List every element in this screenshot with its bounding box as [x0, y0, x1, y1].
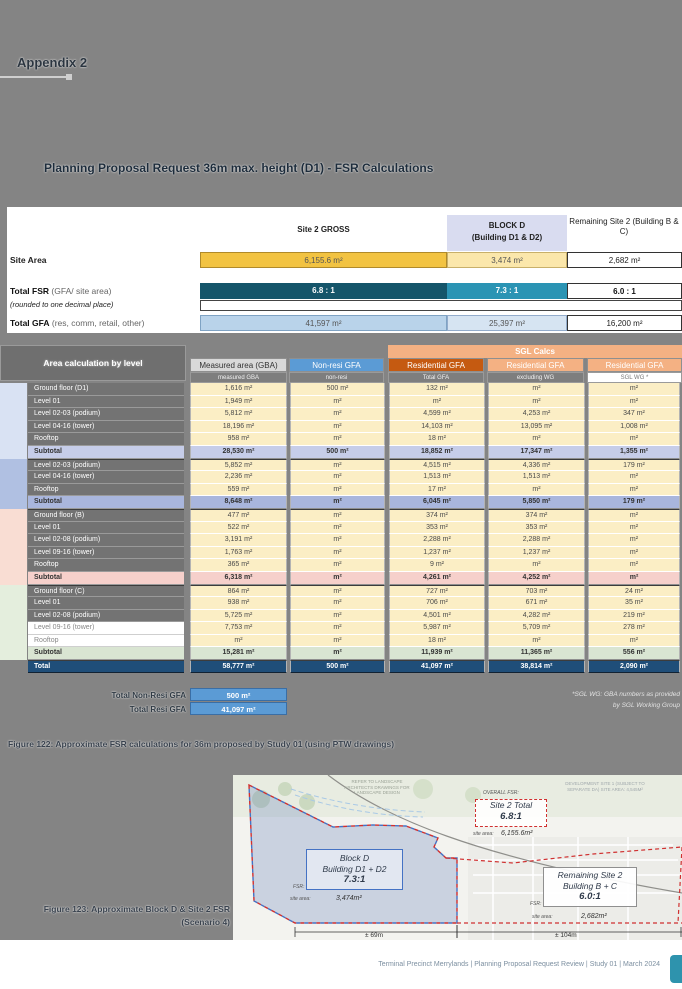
remaining-line2: Building B + C	[562, 880, 618, 891]
table-row	[0, 522, 682, 535]
row-label: Level 04-16 (tower)	[28, 471, 184, 484]
page-title: Planning Proposal Request 36m max. height (D1) - FSR Calculations	[44, 161, 434, 175]
table-cell: 38,814 m²	[488, 660, 585, 673]
building-color-band	[0, 383, 27, 396]
summary-col2-header	[447, 215, 567, 251]
table-cell: 2,236 m²	[190, 471, 287, 484]
row-label: Subtotal	[28, 496, 184, 509]
col-header-residential-gfa-2: Residential GFA	[487, 358, 584, 372]
building-color-band	[0, 610, 27, 623]
row-label: Level 09-16 (tower)	[28, 547, 184, 560]
table-row	[0, 396, 682, 409]
row-label: Rooftop	[28, 484, 184, 497]
table-cell: 1,616 m²	[190, 383, 287, 396]
detail-table-corner-header: Area calculation by level	[0, 345, 186, 381]
table-cell: m²	[588, 547, 680, 560]
fsr-blockd: 7.3 : 1	[447, 283, 567, 299]
building-color-band	[0, 509, 27, 522]
block-d-line2: Building D1 + D2	[322, 863, 387, 874]
table-cell: m²	[588, 522, 680, 535]
building-color-band	[0, 622, 27, 635]
building-color-band	[0, 471, 27, 484]
table-row	[0, 383, 682, 396]
gfa-remaining: 16,200 m²	[567, 315, 682, 331]
total-fsr-label-note: (GFA/ site area)	[49, 286, 112, 296]
table-cell: 18,196 m²	[190, 421, 287, 434]
building-color-band	[0, 559, 27, 572]
site-area-blockd: 3,474 m²	[447, 252, 567, 268]
table-row	[0, 585, 682, 598]
totals-below-labels	[40, 689, 186, 717]
building-color-band	[0, 396, 27, 409]
table-row	[0, 635, 682, 648]
table-cell: 4,282 m²	[488, 610, 585, 623]
table-cell: 179 m²	[588, 496, 680, 509]
table-cell: 374 m²	[389, 509, 485, 522]
block-d-box	[306, 849, 403, 890]
row-label: Subtotal	[28, 572, 184, 585]
site-plan-drawing	[233, 775, 682, 940]
table-cell: 2,090 m²	[588, 660, 680, 673]
table-row	[0, 597, 682, 610]
table-cell: 1,237 m²	[488, 547, 585, 560]
table-row	[0, 433, 682, 446]
table-cell: 4,599 m²	[389, 408, 485, 421]
total-fsr-sublabel: (rounded to one decimal place)	[10, 300, 114, 309]
table-cell: 1,763 m²	[190, 547, 287, 560]
table-cell: 278 m²	[588, 622, 680, 635]
total-nonresi-gfa-value: 500 m²	[190, 688, 287, 701]
table-cell: 353 m²	[389, 522, 485, 535]
gfa-gross: 41,597 m²	[200, 315, 447, 331]
building-color-band	[0, 522, 27, 535]
table-cell: 2,288 m²	[488, 534, 585, 547]
table-row	[0, 534, 682, 547]
fsr-gross: 6.8 : 1	[200, 283, 447, 299]
table-cell: 219 m²	[588, 610, 680, 623]
table-cell: 4,501 m²	[389, 610, 485, 623]
table-cell: 11,939 m²	[389, 647, 485, 660]
total-nonresi-gfa-label: Total Non-Resi GFA	[111, 691, 186, 700]
summary-col2-line1: BLOCK D	[488, 221, 526, 230]
table-row	[0, 471, 682, 484]
table-cell: m²	[488, 635, 585, 648]
table-cell: 500 m²	[290, 383, 385, 396]
table-cell: m²	[588, 635, 680, 648]
row-label: Rooftop	[28, 433, 184, 446]
table-cell: m²	[290, 484, 385, 497]
building-color-band	[0, 547, 27, 560]
block-d-area-value: 3,474m²	[336, 895, 362, 902]
row-label: Level 02-08 (podium)	[28, 610, 184, 623]
table-cell: 58,777 m²	[190, 660, 287, 673]
remaining-site2-box	[543, 867, 637, 907]
site2-total-title: Site 2 Total	[489, 800, 533, 810]
table-cell: 28,530 m²	[190, 446, 287, 459]
table-figure-caption: Figure 122: Approximate FSR calculations for 36m proposed by Study 01 (using PTW drawings)	[8, 739, 395, 749]
page-number-badge	[670, 955, 682, 983]
table-cell: 5,987 m²	[389, 622, 485, 635]
building-color-band	[0, 647, 27, 660]
col-header-nonresi-gfa: Non-resi GFA	[289, 358, 384, 372]
appendix-underline-end	[66, 74, 72, 80]
table-cell: 347 m²	[588, 408, 680, 421]
gfa-blockd: 25,397 m²	[447, 315, 567, 331]
building-color-band	[0, 597, 27, 610]
table-row	[0, 421, 682, 434]
table-cell: 2,288 m²	[389, 534, 485, 547]
table-cell: m²	[488, 383, 585, 396]
table-cell: m²	[290, 433, 385, 446]
building-color-band	[0, 459, 27, 472]
sub-header-nonresi: non-resi	[289, 372, 384, 383]
landscape-note: REFER TO LANDSCAPE ARCHITECTS DRAWINGS FOR LANDSCAPE DESIGN	[344, 779, 410, 795]
table-cell: 11,365 m²	[488, 647, 585, 660]
sgl-footnote-line2: by SGL Working Group	[612, 702, 680, 709]
row-label: Ground floor (D1)	[28, 383, 184, 396]
table-cell: 18,852 m²	[389, 446, 485, 459]
building-color-band	[0, 433, 27, 446]
table-cell: 17,347 m²	[488, 446, 585, 459]
fsr-empty-strip	[200, 300, 682, 311]
block-d-area-label: site area:	[290, 896, 311, 902]
row-label: Level 09-16 (tower)	[28, 622, 184, 635]
remaining-area-value: 2,682m²	[581, 913, 607, 920]
table-cell: 522 m²	[190, 522, 287, 535]
summary-col2-line2: (Building D1 & D2)	[471, 233, 543, 242]
table-cell: m²	[588, 534, 680, 547]
total-gfa-label-note: (res, comm, retail, other)	[49, 318, 145, 328]
building-color-band	[0, 572, 27, 585]
subtotal-row	[0, 647, 682, 660]
table-cell: 500 m²	[290, 446, 385, 459]
col-header-measured-gba: Measured area (GBA)	[190, 358, 287, 372]
summary-table	[7, 207, 682, 333]
table-cell: m²	[290, 396, 385, 409]
sgl-calcs-span-header: SGL Calcs	[388, 345, 682, 358]
site2-area-label: site area:	[473, 831, 494, 837]
totals-below-values	[190, 688, 287, 716]
footer-text: Terminal Precinct Merrylands | Planning Proposal Request Review | Study 01 | March 2024	[378, 961, 660, 968]
sgl-footnote	[540, 689, 680, 711]
table-cell: 727 m²	[389, 585, 485, 598]
detail-table-rows	[0, 383, 682, 673]
table-cell: m²	[290, 622, 385, 635]
row-label: Level 04-16 (tower)	[28, 421, 184, 434]
site2-area-value: 6,155.6m²	[501, 830, 533, 837]
row-label: Ground floor (B)	[28, 509, 184, 522]
building-color-band	[0, 635, 27, 648]
sgl-footnote-line1: *SGL WG: GBA numbers as provided	[571, 691, 680, 698]
building-color-band	[0, 585, 27, 598]
table-row	[0, 509, 682, 522]
table-cell: 1,355 m²	[588, 446, 680, 459]
development-site1-note: DEVELOPMENT SITE 1 (SUBJECT TO SEPARATE DA) SITE AREA: 4,545M²	[565, 781, 645, 792]
table-cell: 9 m²	[389, 559, 485, 572]
table-cell: 706 m²	[389, 597, 485, 610]
table-cell: m²	[290, 408, 385, 421]
table-cell: 15,281 m²	[190, 647, 287, 660]
table-cell: 4,336 m²	[488, 459, 585, 472]
table-cell: m²	[290, 585, 385, 598]
summary-col1-header: Site 2 GROSS	[297, 225, 350, 234]
sub-header-measured: measured GBA	[190, 372, 287, 383]
total-gfa-label	[10, 318, 144, 328]
total-resi-gfa-value: 41,097 m²	[190, 702, 287, 715]
block-d-fsr-label: FSR:	[293, 884, 305, 890]
table-cell: m²	[290, 572, 385, 585]
block-d-line1: Block D	[339, 853, 370, 863]
table-cell: m²	[290, 509, 385, 522]
table-cell: m²	[588, 383, 680, 396]
table-cell: 353 m²	[488, 522, 585, 535]
site-area-label: Site Area	[10, 255, 47, 265]
table-cell: 671 m²	[488, 597, 585, 610]
row-label: Rooftop	[28, 559, 184, 572]
row-label: Level 02-03 (podium)	[28, 459, 184, 472]
site-plan-map	[233, 775, 682, 940]
table-row	[0, 459, 682, 472]
row-label: Level 02-03 (podium)	[28, 408, 184, 421]
remaining-fsr-label: FSR:	[530, 901, 542, 907]
table-cell: 4,261 m²	[389, 572, 485, 585]
table-cell: 132 m²	[389, 383, 485, 396]
row-label: Level 02-08 (podium)	[28, 534, 184, 547]
table-cell: m²	[290, 647, 385, 660]
building-color-band	[0, 421, 27, 434]
table-row	[0, 547, 682, 560]
site2-total-fsr: 6.8:1	[500, 810, 522, 822]
sub-header-excl-wg: excluding WG	[487, 372, 584, 383]
subtotal-row	[0, 496, 682, 509]
appendix-label: Appendix 2	[17, 55, 88, 70]
table-row	[0, 559, 682, 572]
table-cell: 556 m²	[588, 647, 680, 660]
table-cell: m²	[488, 484, 585, 497]
table-cell: 17 m²	[389, 484, 485, 497]
table-cell: 559 m²	[190, 484, 287, 497]
total-gfa-label-main: Total GFA	[10, 318, 50, 328]
table-cell: m²	[290, 459, 385, 472]
table-cell: 35 m²	[588, 597, 680, 610]
block-d-fsr: 7.3:1	[343, 874, 366, 885]
map-caption-line2: (Scenario 4)	[181, 917, 230, 927]
site-area-remaining: 2,682 m²	[567, 252, 682, 268]
building-color-band	[0, 484, 27, 497]
table-cell: m²	[588, 396, 680, 409]
col-header-residential-gfa-1: Residential GFA	[388, 358, 484, 372]
fsr-remaining: 6.0 : 1	[567, 283, 682, 299]
table-cell: 1,513 m²	[488, 471, 585, 484]
table-cell: 41,097 m²	[389, 660, 485, 673]
map-caption-line1: Figure 123: Approximate Block D & Site 2 FSR	[43, 904, 230, 914]
table-cell: m²	[488, 559, 585, 572]
table-cell: 5,812 m²	[190, 408, 287, 421]
table-cell: 179 m²	[588, 459, 680, 472]
col-header-residential-gfa-3: Residential GFA	[587, 358, 682, 372]
site2-total-box	[475, 799, 547, 827]
table-cell: m²	[290, 421, 385, 434]
table-cell: 24 m²	[588, 585, 680, 598]
total-fsr-label-main: Total FSR	[10, 286, 50, 296]
overall-fsr-label: OVERALL FSR:	[483, 790, 519, 796]
table-cell: m²	[290, 522, 385, 535]
building-color-band	[0, 408, 27, 421]
table-cell: m²	[290, 496, 385, 509]
dimension-104m: ± 104m	[555, 932, 577, 939]
row-label: Level 01	[28, 396, 184, 409]
table-cell: m²	[588, 471, 680, 484]
building-color-band	[0, 534, 27, 547]
appendix-underline	[0, 76, 68, 78]
table-cell: 500 m²	[290, 660, 385, 673]
table-cell: 4,253 m²	[488, 408, 585, 421]
table-cell: 13,095 m²	[488, 421, 585, 434]
table-cell: 5,852 m²	[190, 459, 287, 472]
table-cell: 1,513 m²	[389, 471, 485, 484]
row-label: Ground floor (C)	[28, 585, 184, 598]
dimension-69m: ± 69m	[365, 932, 384, 939]
table-cell: 8,648 m²	[190, 496, 287, 509]
row-label: Total	[28, 660, 184, 673]
subtotal-row	[0, 572, 682, 585]
table-cell: 14,103 m²	[389, 421, 485, 434]
table-cell: 3,191 m²	[190, 534, 287, 547]
table-cell: 6,318 m²	[190, 572, 287, 585]
sub-header-total-gfa: Total GFA	[388, 372, 484, 383]
total-row	[0, 660, 682, 673]
table-cell: 4,252 m²	[488, 572, 585, 585]
row-label: Subtotal	[28, 446, 184, 459]
table-row	[0, 408, 682, 421]
building-color-band	[0, 446, 27, 459]
table-cell: 938 m²	[190, 597, 287, 610]
table-cell: m²	[290, 534, 385, 547]
table-cell: m²	[389, 396, 485, 409]
site-area-gross: 6,155.6 m²	[200, 252, 447, 268]
table-cell: 5,850 m²	[488, 496, 585, 509]
table-cell: 477 m²	[190, 509, 287, 522]
building-color-band	[0, 496, 27, 509]
table-cell: m²	[290, 635, 385, 648]
table-cell: m²	[588, 433, 680, 446]
table-cell: 18 m²	[389, 635, 485, 648]
table-row	[0, 484, 682, 497]
table-cell: 1,949 m²	[190, 396, 287, 409]
table-cell: m²	[290, 547, 385, 560]
table-cell: 18 m²	[389, 433, 485, 446]
summary-col3-header: Remaining Site 2 (Building B & C)	[569, 217, 679, 236]
table-cell: 365 m²	[190, 559, 287, 572]
table-cell: 703 m²	[488, 585, 585, 598]
remaining-area-label: site area:	[532, 914, 553, 920]
table-cell: m²	[290, 471, 385, 484]
row-label: Subtotal	[28, 647, 184, 660]
table-cell: m²	[290, 559, 385, 572]
table-cell: m²	[488, 433, 585, 446]
table-cell: 958 m²	[190, 433, 287, 446]
table-cell: m²	[588, 559, 680, 572]
table-row	[0, 610, 682, 623]
table-cell: 374 m²	[488, 509, 585, 522]
subtotal-row	[0, 446, 682, 459]
row-label: Level 01	[28, 597, 184, 610]
total-fsr-label	[10, 286, 111, 296]
table-cell: 864 m²	[190, 585, 287, 598]
map-figure-caption	[10, 903, 230, 929]
sub-header-sgl-wg: SGL WG *	[587, 372, 682, 383]
table-cell: m²	[588, 484, 680, 497]
table-cell: 7,753 m²	[190, 622, 287, 635]
row-label: Rooftop	[28, 635, 184, 648]
table-cell: 4,515 m²	[389, 459, 485, 472]
total-resi-gfa-label: Total Resi GFA	[129, 705, 186, 714]
table-cell: 6,045 m²	[389, 496, 485, 509]
remaining-fsr: 6.0:1	[579, 891, 601, 902]
table-cell: 5,709 m²	[488, 622, 585, 635]
building-color-band	[0, 660, 27, 673]
remaining-line1: Remaining Site 2	[557, 870, 623, 880]
table-cell: m²	[588, 509, 680, 522]
table-cell: m²	[290, 610, 385, 623]
row-label: Level 01	[28, 522, 184, 535]
table-cell: m²	[190, 635, 287, 648]
table-cell: m²	[290, 597, 385, 610]
table-row	[0, 622, 682, 635]
table-cell: 1,008 m²	[588, 421, 680, 434]
table-cell: m²	[488, 396, 585, 409]
table-cell: m²	[588, 572, 680, 585]
table-cell: 1,237 m²	[389, 547, 485, 560]
table-cell: 5,725 m²	[190, 610, 287, 623]
